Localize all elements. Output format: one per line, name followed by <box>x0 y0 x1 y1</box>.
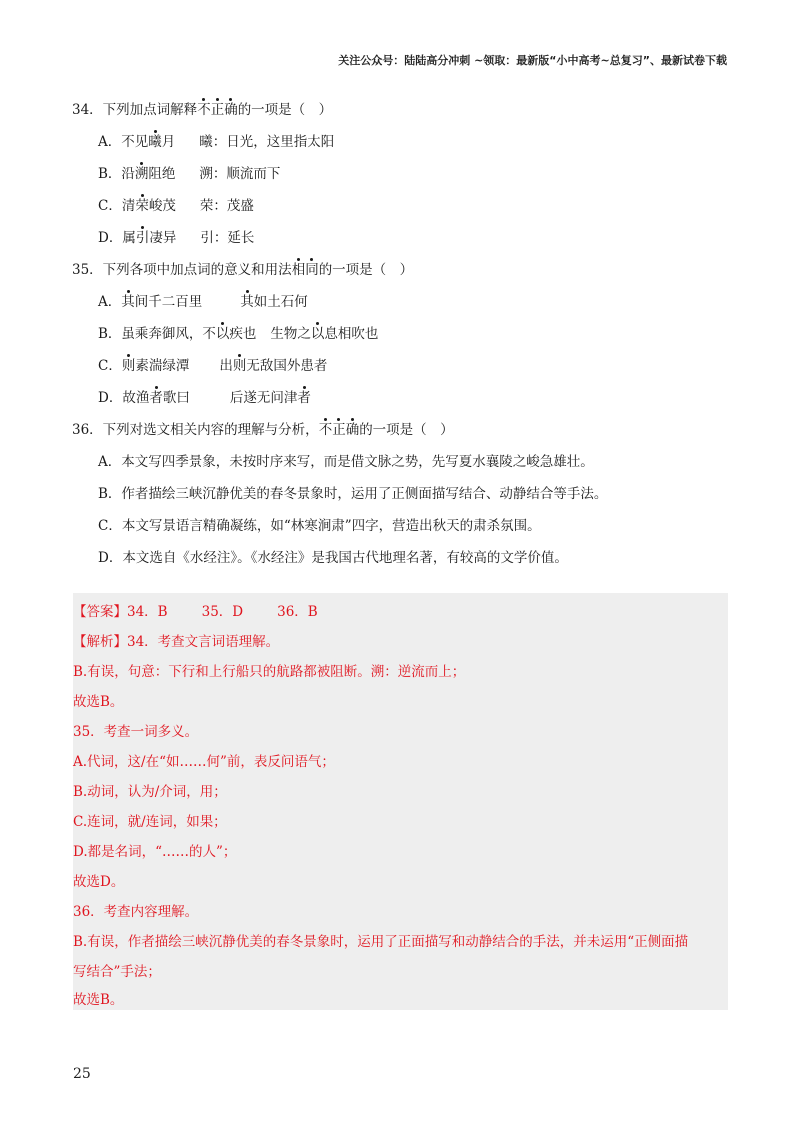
question-36-option-d: D．本文选自《水经注》。《水经注》是我国古代地理名著，有较高的文学价值。 <box>98 550 568 566</box>
option-text: 峻茂 <box>148 198 176 214</box>
analysis-label: 【解析】 <box>73 634 127 650</box>
question-36-pre: 36．下列对选文相关内容的理解与分析， <box>72 422 319 438</box>
question-34-option-c <box>98 198 254 214</box>
emphasis-char: 以 <box>215 326 230 342</box>
question-35-pre: 35．下列各项中加点词的意义和用法 <box>72 262 292 278</box>
option-label: A． <box>98 294 122 310</box>
emphasis-char: 其 <box>121 294 135 310</box>
answer-line <box>73 604 318 620</box>
analysis-line: C.连词，就/连词，如果； <box>73 814 227 830</box>
question-35-option-b <box>98 326 378 342</box>
emphasis-char: 正 <box>210 102 225 118</box>
analysis-line: A.代词，这/在“如……何”前，表反问语气； <box>73 754 335 770</box>
question-34-option-a <box>98 134 334 150</box>
emphasis-char: 引 <box>135 230 150 246</box>
option-label: C． <box>98 358 122 374</box>
question-35-option-c <box>98 358 327 374</box>
option-text: 出 <box>219 358 233 374</box>
option-text: 生物之 <box>270 326 311 342</box>
option-text: 如土石何 <box>253 294 308 310</box>
analysis-line: B.有误，作者描绘三峡沉静优美的春冬景象时，运用了正面描写和动静结合的手法，并未运用“正侧面描 <box>73 934 689 950</box>
option-text: 后遂无问津 <box>229 390 298 406</box>
option-text: A．不见 <box>98 134 149 150</box>
emphasis-char: 者 <box>149 390 163 406</box>
analysis-line: 35．考查一词多义。 <box>73 724 199 740</box>
emphasis-char: 不 <box>318 422 333 438</box>
option-gloss: 引：延长 <box>200 230 255 246</box>
emphasis-char: 确 <box>345 422 360 438</box>
option-gloss: 荣：茂盛 <box>199 198 254 214</box>
question-34-stem <box>72 102 332 118</box>
analysis-heading <box>73 634 279 650</box>
question-36-option-a: A．本文写四季景象，未按时序来写，而是借文脉之势，先写夏水襄陵之峻急雄壮。 <box>98 454 594 470</box>
question-35-option-d <box>98 390 311 406</box>
emphasis-char: 其 <box>240 294 254 310</box>
analysis-line: B.动词，认为/介词，用； <box>73 784 227 800</box>
page-number: 25 <box>73 1066 91 1082</box>
analysis-line: B.有误，句意：下行和上行船只的航路都被阻断。溯：逆流而上； <box>73 664 466 680</box>
answer-label: 【答案】 <box>73 604 127 620</box>
analysis-line: 写结合”手法； <box>73 964 161 980</box>
emphasis-char: 则 <box>121 358 136 374</box>
option-text: 疾也 <box>229 326 257 342</box>
option-text: 素湍绿潭 <box>135 358 190 374</box>
analysis-line: 36．考查内容理解。 <box>73 904 199 920</box>
emphasis-char: 溯 <box>134 166 149 182</box>
emphasis-char: 确 <box>224 102 238 118</box>
option-text: 歌曰 <box>162 390 190 406</box>
option-text: 虽乘奔御风，不 <box>121 326 216 342</box>
question-35-stem <box>72 262 413 278</box>
emphasis-char: 以 <box>310 326 325 342</box>
page-header: 关注公众号：陆陆高分冲刺 ~领取：最新版“小中高考~总复习”、最新试卷下载 <box>338 54 727 67</box>
emphasis-char: 相 <box>291 262 306 278</box>
option-label: B． <box>98 326 122 342</box>
emphasis-char: 则 <box>232 358 247 374</box>
emphasis-char: 者 <box>297 390 311 406</box>
question-36-option-c: C．本文写景语言精确凝练，如“林寒涧肃”四字，营造出秋天的肃杀氛围。 <box>98 518 541 534</box>
analysis-line: 故选D。 <box>73 874 125 890</box>
option-text: 凄异 <box>149 230 177 246</box>
emphasis-char: 正 <box>332 422 346 438</box>
option-text: D．属 <box>98 230 136 246</box>
emphasis-char: 荣 <box>135 198 149 214</box>
emphasis-char: 同 <box>305 262 319 278</box>
analysis-34: 34．考查文言词语理解。 <box>127 634 280 650</box>
option-text: 故渔 <box>122 390 150 406</box>
question-35-post: 的一项是（ ） <box>318 262 414 278</box>
option-text: 阻绝 <box>148 166 176 182</box>
option-text: 月 <box>161 134 176 150</box>
answer-36: 36．B <box>277 604 318 620</box>
question-34-post: 的一项是（ ） <box>237 102 333 118</box>
analysis-line: D.都是名词，“……的人”； <box>73 844 237 860</box>
option-text: 息相吹也 <box>324 326 379 342</box>
question-35-option-a <box>98 294 308 310</box>
option-gloss: 溯：顺流而下 <box>199 166 281 182</box>
question-34-option-b <box>98 166 280 182</box>
question-36-stem <box>72 422 454 438</box>
emphasis-char: 不 <box>197 102 211 118</box>
question-34-pre: 34．下列加点词解释 <box>72 102 198 118</box>
option-gloss: 曦：日光，这里指太阳 <box>199 134 335 150</box>
emphasis-char: 曦 <box>148 134 162 150</box>
analysis-line: 故选B。 <box>73 694 124 710</box>
question-34-option-d <box>98 230 254 246</box>
option-label: D． <box>98 390 123 406</box>
option-text: C．清 <box>98 198 136 214</box>
option-text: 无敌国外患者 <box>246 358 328 374</box>
question-36-option-b: B．作者描绘三峡沉静优美的春冬景象时，运用了正侧面描写结合、动静结合等手法。 <box>98 486 608 502</box>
answer-35: 35．D <box>201 604 244 620</box>
option-text: 间千二百里 <box>134 294 203 310</box>
answer-34: 34．B <box>127 604 168 620</box>
question-36-post: 的一项是（ ） <box>359 422 454 438</box>
analysis-line: 故选B。 <box>73 992 124 1008</box>
option-text: B．沿 <box>98 166 135 182</box>
